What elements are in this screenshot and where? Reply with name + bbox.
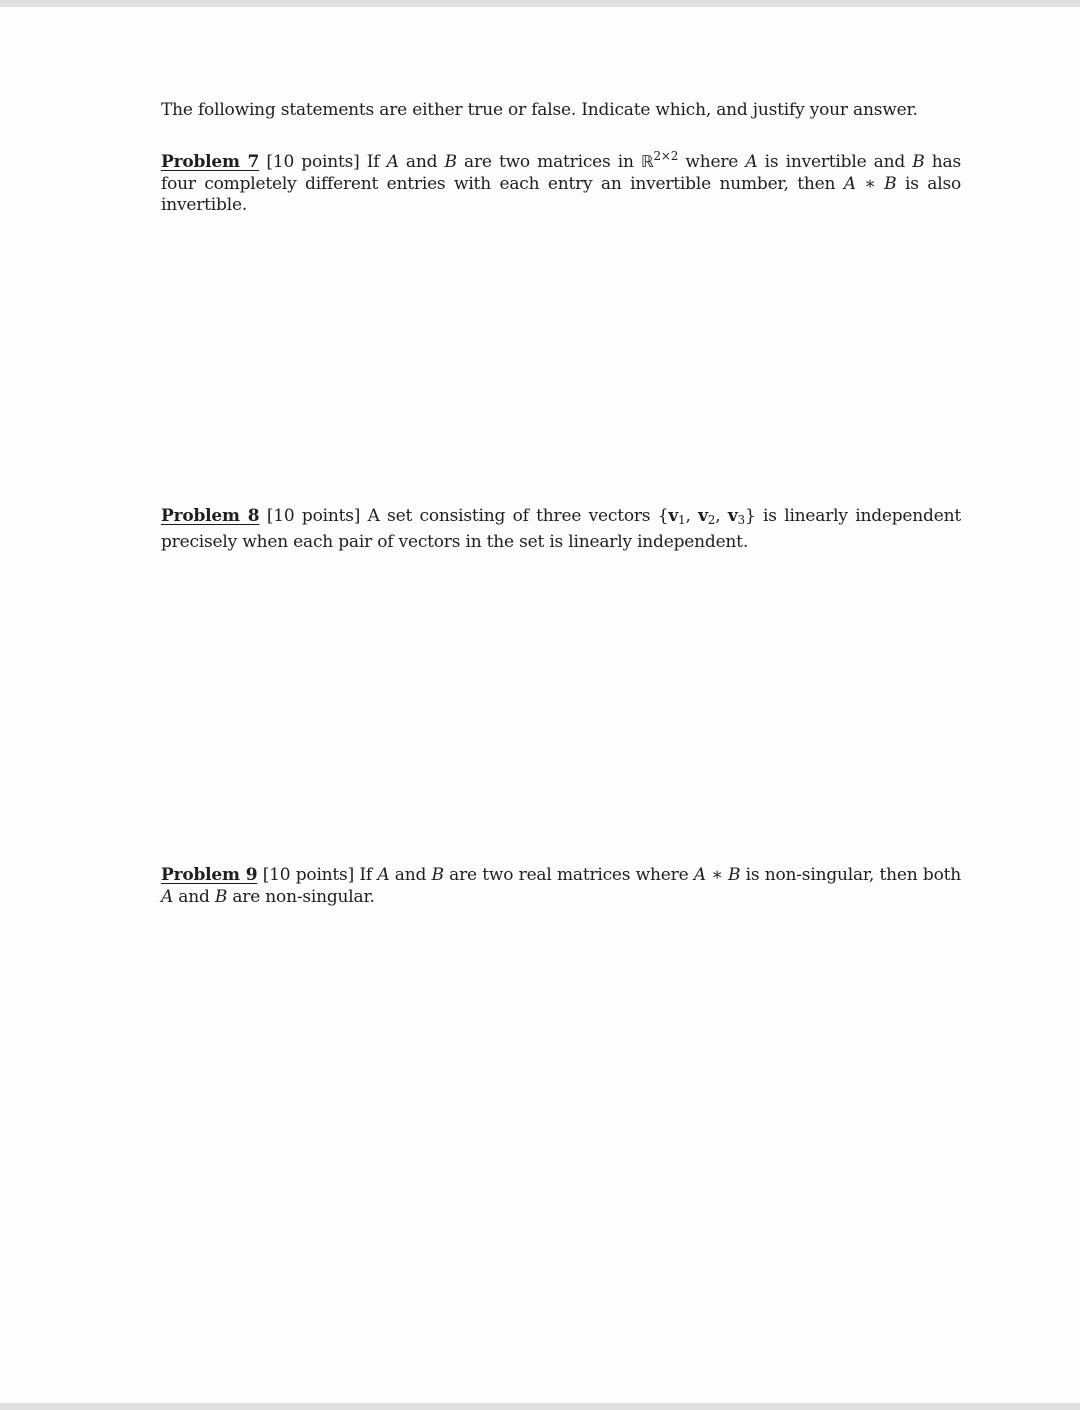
matrix-a: A bbox=[161, 886, 174, 907]
problem-7-label: Problem 7 bbox=[161, 152, 260, 172]
problem-9-label: Problem 9 bbox=[161, 865, 258, 885]
problem-8-points: [10 points] bbox=[266, 506, 361, 526]
problem-9-text: is non-singular, then both bbox=[740, 865, 961, 885]
problem-7 bbox=[161, 146, 961, 217]
matrix-a: A bbox=[377, 865, 390, 885]
problem-7-text: has four completely different entries with each entry an invertible number, then bbox=[161, 152, 961, 194]
document-page bbox=[0, 7, 1080, 1403]
problem-9 bbox=[161, 865, 961, 908]
vector-v1: v bbox=[668, 506, 679, 526]
scan-edge-bottom bbox=[0, 1403, 1080, 1410]
vector-index-1: 1 bbox=[678, 513, 686, 527]
matrix-product: A ∗ B bbox=[843, 173, 897, 194]
problem-9-points: [10 points] bbox=[262, 865, 355, 885]
vector-v2: v bbox=[698, 506, 708, 526]
matrix-product: A ∗ B bbox=[693, 865, 741, 885]
problem-7-text: is invertible and bbox=[757, 152, 913, 172]
problem-8-label: Problem 8 bbox=[161, 506, 260, 526]
matrix-b: B bbox=[214, 886, 228, 907]
problem-7-text: and bbox=[398, 152, 445, 172]
set-brace-open: { bbox=[657, 506, 669, 526]
problem-9-text: If bbox=[354, 865, 378, 885]
set-separator: , bbox=[715, 506, 728, 526]
problem-7-text: where bbox=[678, 152, 746, 172]
matrix-a: A bbox=[745, 152, 758, 172]
scan-edge-top bbox=[0, 0, 1080, 7]
vector-index-3: 3 bbox=[737, 513, 745, 527]
set-brace-close: } bbox=[744, 506, 756, 526]
matrix-b: B bbox=[444, 152, 457, 172]
set-separator: , bbox=[685, 506, 699, 526]
problem-9-text: are non-singular. bbox=[227, 886, 375, 907]
real-space-symbol: ℝ bbox=[640, 152, 654, 171]
problem-7-text: is also invertible. bbox=[161, 173, 962, 215]
matrix-a: A bbox=[386, 152, 399, 172]
problem-7-text: If bbox=[359, 152, 387, 172]
problem-8 bbox=[161, 506, 961, 553]
problem-9-text: and bbox=[389, 865, 432, 885]
instructions-text: The following statements are either true or false. Indicate which, and justify your answer. bbox=[161, 100, 918, 120]
problem-7-text: are two matrices in bbox=[456, 152, 641, 172]
problem-7-points: [10 points] bbox=[266, 152, 360, 172]
vector-index-2: 2 bbox=[707, 513, 716, 527]
vector-v3: v bbox=[727, 506, 738, 526]
problem-9-text: and bbox=[173, 886, 215, 907]
problem-8-text: is linearly independent precisely when each pair of vectors in the set is linearly independent. bbox=[161, 506, 961, 552]
matrix-b: B bbox=[431, 865, 444, 885]
matrix-b: B bbox=[912, 152, 925, 172]
real-space-exponent: 2×2 bbox=[653, 149, 679, 163]
problem-9-text: are two real matrices where bbox=[443, 865, 694, 885]
problem-8-text: A set consisting of three vectors bbox=[360, 506, 658, 526]
